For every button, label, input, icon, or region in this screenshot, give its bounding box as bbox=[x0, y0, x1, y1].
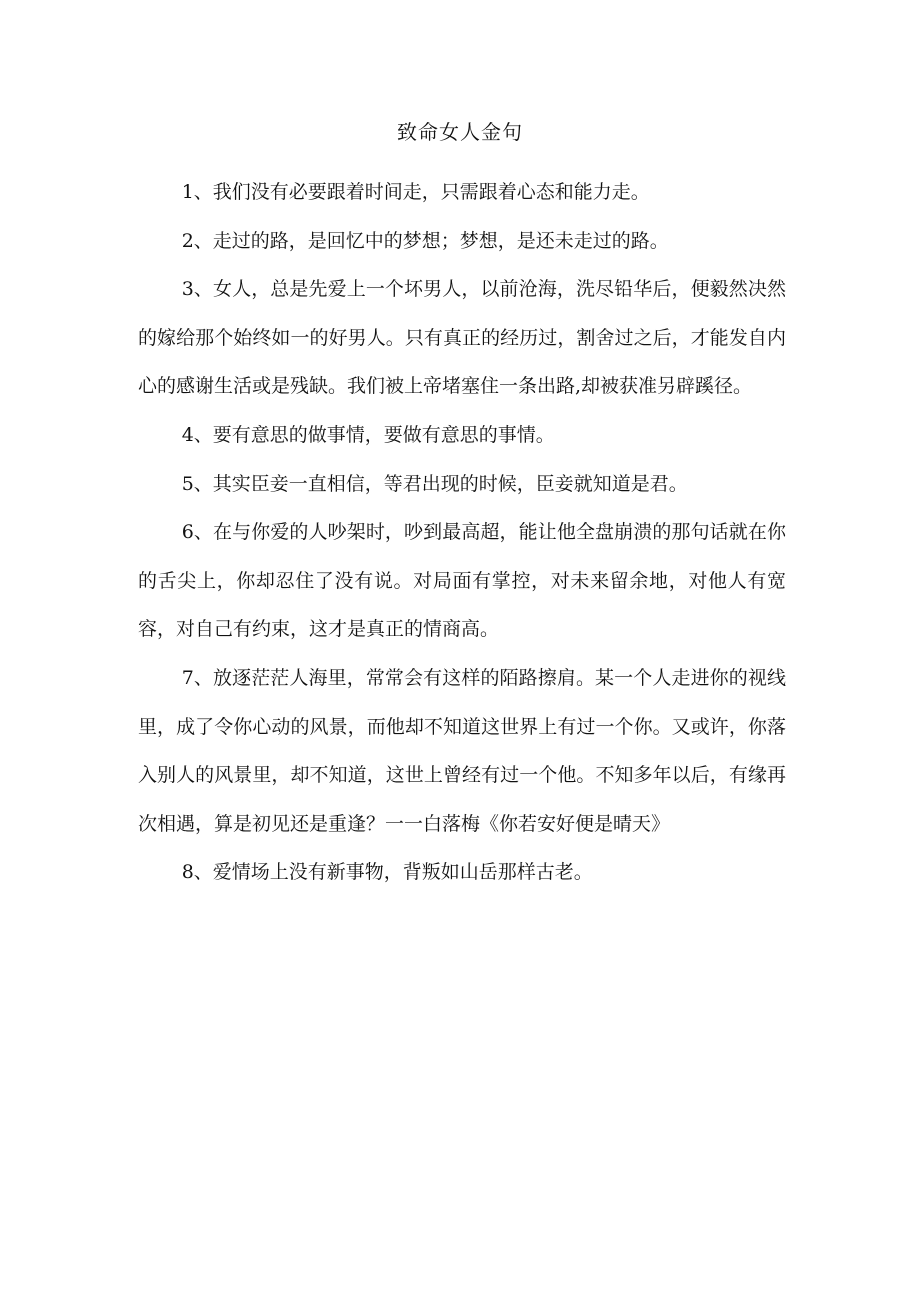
quote-paragraph-4: 4、要有意思的做事情，要做有意思的事情。 bbox=[181, 423, 555, 446]
document-title: 致命女人金句 bbox=[397, 120, 523, 144]
quote-paragraph-5: 5、其实臣妾一直相信，等君出现的时候，臣妾就知道是君。 bbox=[181, 472, 688, 495]
quote-paragraph-1: 1、我们没有必要跟着时间走，只需跟着心态和能力走。 bbox=[181, 181, 650, 203]
quote-paragraph-8: 8、爱情场上没有新事物，背叛如山岳那样古老。 bbox=[181, 861, 593, 884]
document-body bbox=[138, 168, 786, 897]
quote-paragraph-3: 3、女人，总是先爱上一个坏男人，以前沧海，洗尽铅华后，便毅然决然的嫁给那个始终如一的好男人。只有真正的经历过，割舍过之后，才能发自内心的感谢生活或是残缺。我们被上帝堵塞住一条出路,却被获准另辟蹊径。 bbox=[138, 278, 786, 398]
quote-paragraph-7: 7、放逐茫茫人海里，常常会有这样的陌路擦肩。某一个人走进你的视线里，成了令你心动的风景，而他却不知道这世界上有过一个你。又或许，你落入别人的风景里，却不知道，这世上曾经有过一个他。不知多年以后，有缘再次相遇，算是初见还是重逢？一一白落梅《你若安好便是晴天》 bbox=[138, 666, 786, 835]
quote-paragraph-6: 6、在与你爱的人吵架时，吵到最高超，能让他全盘崩溃的那句话就在你的舌尖上，你却忍住了没有说。对局面有掌控，对未来留余地，对他人有宽容，对自己有约束，这才是真正的情商高。 bbox=[138, 521, 786, 641]
quote-paragraph-2: 2、走过的路，是回忆中的梦想；梦想，是还未走过的路。 bbox=[181, 229, 669, 252]
